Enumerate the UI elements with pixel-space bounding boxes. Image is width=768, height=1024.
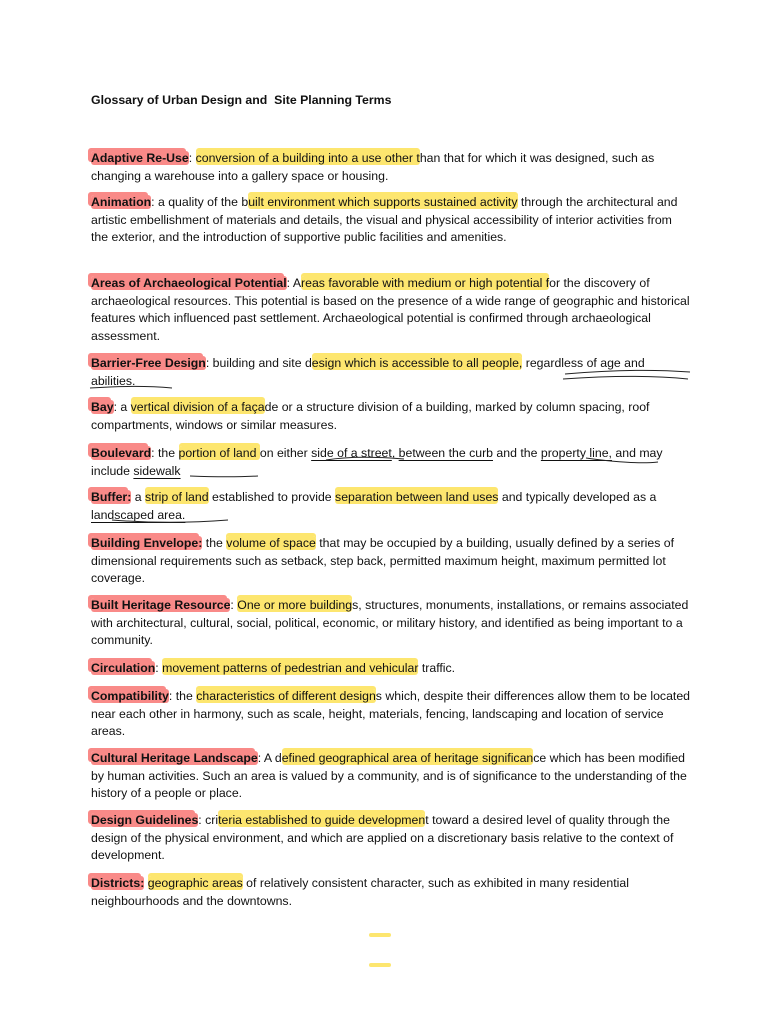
highlighted-phrase: vertical division of a faça xyxy=(130,400,265,414)
glossary-entry xyxy=(91,875,691,910)
glossary-term: Built Heritage Resource xyxy=(91,598,231,612)
definition-text: or the discovery of archaeological resources. This potential is based on the presence of a wide range of geographic and historical features which influenced past settlement. Archaeological potential is confirmed through archaeological assessment. xyxy=(91,276,690,343)
glossary-term: Areas of Archaeological Potential xyxy=(91,276,287,290)
highlighted-phrase: One or more building xyxy=(237,598,353,612)
definition-text: : cri xyxy=(198,813,219,827)
underlined-phrase: between the curb xyxy=(398,446,493,460)
glossary-entry xyxy=(91,660,691,678)
definition-text: regardless of age and abilities. xyxy=(91,356,645,388)
highlighted-phrase: reas favorable with medium or high potential f xyxy=(301,276,550,290)
definition-text: the xyxy=(202,536,227,550)
glossary-term: Buffer: xyxy=(91,490,132,504)
definition-text: : xyxy=(155,661,163,675)
underlined-phrase: property line, xyxy=(540,446,612,460)
highlighted-phrase: characteristics of different design xyxy=(196,689,376,703)
glossary-term: Circulation xyxy=(91,661,156,675)
definition-text: : A xyxy=(286,276,302,290)
definition-text: : building and site d xyxy=(205,356,312,370)
highlighted-phrase: portion of land xyxy=(178,446,260,460)
definition-text: on either xyxy=(259,446,312,460)
underlined-phrase: sidewalk xyxy=(133,463,181,478)
definition-text: : xyxy=(230,598,238,612)
definition-text: : A d xyxy=(257,751,282,765)
glossary-entry xyxy=(91,399,691,434)
glossary-term: Boulevard xyxy=(91,446,152,460)
definition-text: , xyxy=(391,446,399,460)
glossary-entry xyxy=(91,688,691,741)
glossary-term: Districts: xyxy=(91,876,145,890)
glossary-term: Bay xyxy=(91,400,114,414)
definition-text: : a xyxy=(113,400,131,414)
glossary-term: Barrier-Free Design xyxy=(91,356,206,370)
highlighted-phrase: efined geographical area of heritage significan xyxy=(281,751,534,765)
glossary-entry xyxy=(91,445,691,480)
definition-text: and typically developed as a xyxy=(498,490,657,504)
glossary-entry xyxy=(91,355,691,390)
glossary-entry xyxy=(91,535,691,588)
definition-text: t toward a desired level of quality through the design of the physical environment, and which are applied on a discretionary basis relative to the context of development. xyxy=(91,813,674,863)
definition-text: s, structures, monuments, installations, or remains associated with architectural, cultural, social, political, economic, or military history, and identified as being important to a community. xyxy=(91,598,689,648)
glossary-entry xyxy=(91,597,691,650)
highlighted-phrase: geographic areas xyxy=(147,876,243,890)
definition-text: ce which has been modified by human activities. Such an area is valued by a community, and is of significance to the understanding of the history of a people or place. xyxy=(91,751,687,801)
definition-text: : xyxy=(188,151,196,165)
glossary-term: Cultural Heritage Landscape xyxy=(91,751,258,765)
highlight-mark xyxy=(369,963,391,967)
glossary-entry xyxy=(91,812,691,865)
glossary-entry xyxy=(91,275,691,345)
glossary-entry xyxy=(91,489,691,524)
highlighted-phrase: movement patterns of pedestrian and vehicular xyxy=(162,661,419,675)
glossary-term: Adaptive Re-Use xyxy=(91,151,189,165)
definition-text: traffic. xyxy=(418,661,456,675)
page-title: Glossary of Urban Design and Site Planning Terms xyxy=(91,93,392,107)
glossary-entry xyxy=(91,750,691,803)
definition-text: : a quality of the b xyxy=(151,195,249,209)
definition-text: : the xyxy=(151,446,179,460)
highlighted-phrase: separation between land uses xyxy=(335,490,499,504)
underlined-phrase: landscaped area. xyxy=(91,507,186,522)
highlighted-phrase: uilt environment which supports sustained activity xyxy=(248,195,518,209)
highlight-mark xyxy=(369,933,391,937)
highlighted-phrase: teria established to guide developmen xyxy=(218,813,426,827)
definition-text: established to provide xyxy=(208,490,336,504)
definition-text: : the xyxy=(168,689,197,703)
glossary-term: Animation xyxy=(91,195,152,209)
highlighted-phrase: volume of space xyxy=(226,536,316,550)
definition-text: han that for which it was designed, such as changing a warehouse into a gallery space or housing. xyxy=(91,151,655,183)
highlighted-phrase: strip of land xyxy=(145,490,209,504)
definition-text: and may include xyxy=(91,446,663,478)
definition-text: through the architectural and artistic embellishment of materials and details, the visual and physical accessibility of interior activities from the exterior, and the introduction of supportive public facilities and amenities. xyxy=(91,195,678,245)
glossary-entry xyxy=(91,150,691,185)
glossary-term: Building Envelope: xyxy=(91,536,203,550)
highlighted-phrase: esign which is accessible to all people, xyxy=(311,356,523,370)
definition-text: and the xyxy=(493,446,541,460)
definition-text: de or a structure division of a building, marked by column spacing, roof compartments, windows or similar measures. xyxy=(91,400,650,432)
definition-text: of relatively consistent character, such as exhibited in many residential neighbourhoods and the downtowns. xyxy=(91,876,629,908)
definition-text: that may be occupied by a building, usually defined by a series of dimensional requirements such as setback, step back, permitted maximum height, maximum permitted lot coverage. xyxy=(91,536,675,586)
definition-text: s which, despite their differences allow them to be located near each other in harmony, such as scale, height, materials, fencing, landscaping and location of service areas. xyxy=(91,689,690,739)
definition-text: a xyxy=(131,490,145,504)
glossary-term: Design Guidelines xyxy=(91,813,199,827)
glossary-term: Compatibility xyxy=(91,689,169,703)
highlighted-phrase: conversion of a building into a use other t xyxy=(195,151,420,165)
glossary-entry xyxy=(91,194,691,247)
underlined-phrase: side of a street xyxy=(311,446,392,460)
